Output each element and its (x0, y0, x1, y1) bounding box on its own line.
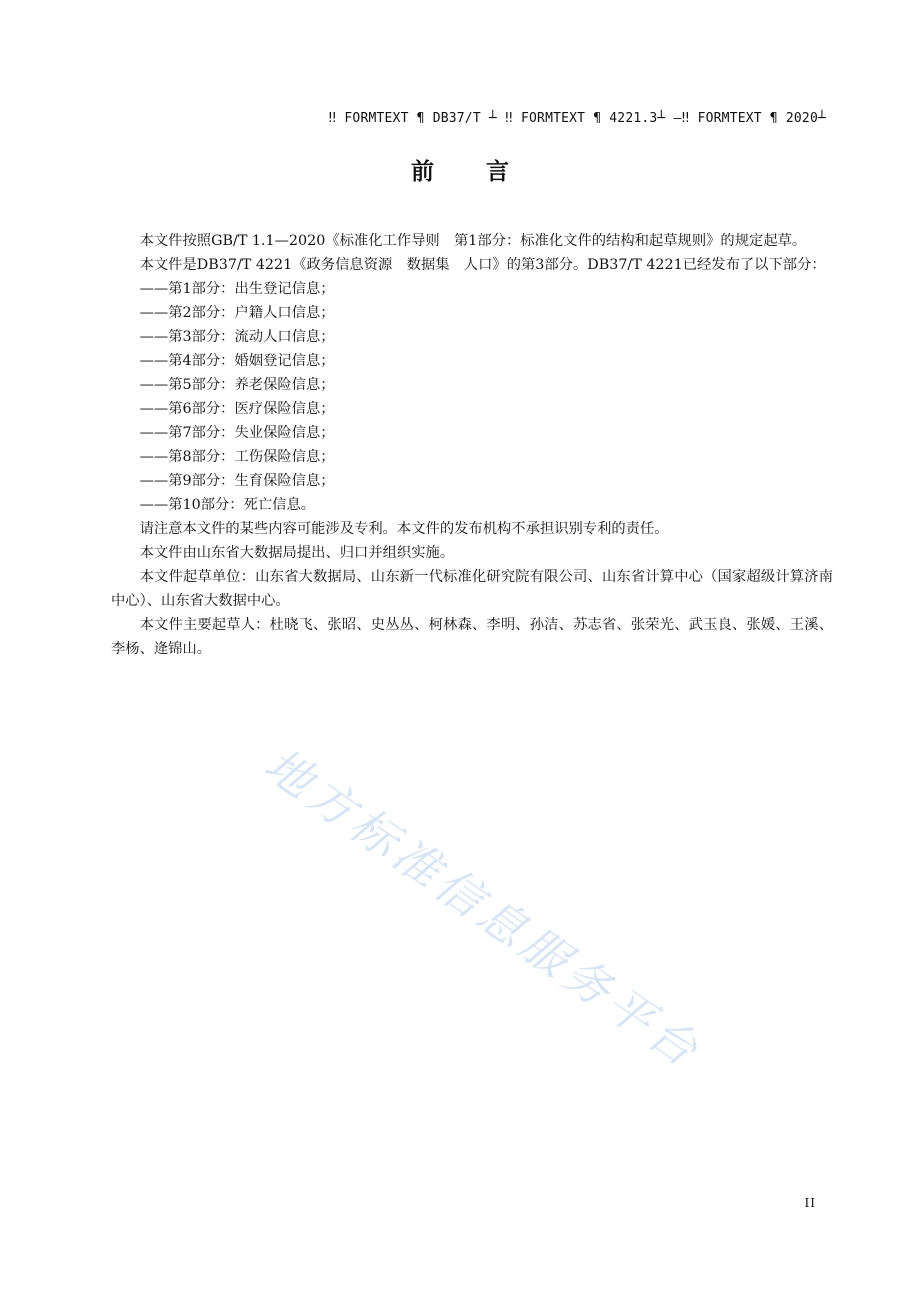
paragraph-patent-notice: 请注意本文件的某些内容可能涉及专利。本文件的发布机构不承担识别专利的责任。 (139, 521, 669, 537)
list-item: ——第10部分：死亡信息。 (139, 497, 316, 513)
parts-list (111, 277, 833, 517)
list-item: ——第5部分：养老保险信息； (139, 377, 335, 393)
list-item: ——第3部分：流动人口信息； (139, 329, 335, 345)
list-item: ——第6部分：医疗保险信息； (139, 401, 335, 417)
paragraph-drafting-basis: 本文件按照GB/T 1.1—2020《标准化工作导则 第1部分：标准化文件的结构和起草规则》的规定起草。 (139, 233, 807, 249)
list-item: ——第4部分：婚姻登记信息； (139, 353, 335, 369)
page-number: II (804, 1196, 816, 1210)
page-title: 前言 (411, 159, 561, 185)
document-body (111, 229, 833, 661)
list-item: ——第2部分：户籍人口信息； (139, 305, 335, 321)
list-item: ——第7部分：失业保险信息； (139, 425, 335, 441)
document-code-header: ‼ FORMTEXT ¶ DB37/T ┴ ‼ FORMTEXT ¶ 4221.3┴ —‼ FORMTEXT ¶ 2020┴ (328, 111, 826, 126)
paragraph-drafters: 本文件主要起草人：杜晓飞、张昭、史丛丛、柯林森、李明、孙洁、苏志省、张荣光、武玉良、张媛、王溪、李杨、逄锦山。 (111, 617, 833, 657)
paragraph-drafting-units: 本文件起草单位：山东省大数据局、山东新一代标准化研究院有限公司、山东省计算中心（国家超级计算济南中心）、山东省大数据中心。 (111, 569, 833, 609)
paragraph-proposer: 本文件由山东省大数据局提出、归口并组织实施。 (139, 545, 455, 561)
paragraph-series-intro: 本文件是DB37/T 4221《政务信息资源 数据集 人口》的第3部分。DB37/T 4221已经发布了以下部分： (139, 257, 826, 273)
list-item: ——第9部分：生育保险信息； (139, 473, 335, 489)
watermark: 地方标准信息服务平台 (254, 737, 712, 1080)
list-item: ——第1部分：出生登记信息； (139, 281, 335, 297)
list-item: ——第8部分：工伤保险信息； (139, 449, 335, 465)
